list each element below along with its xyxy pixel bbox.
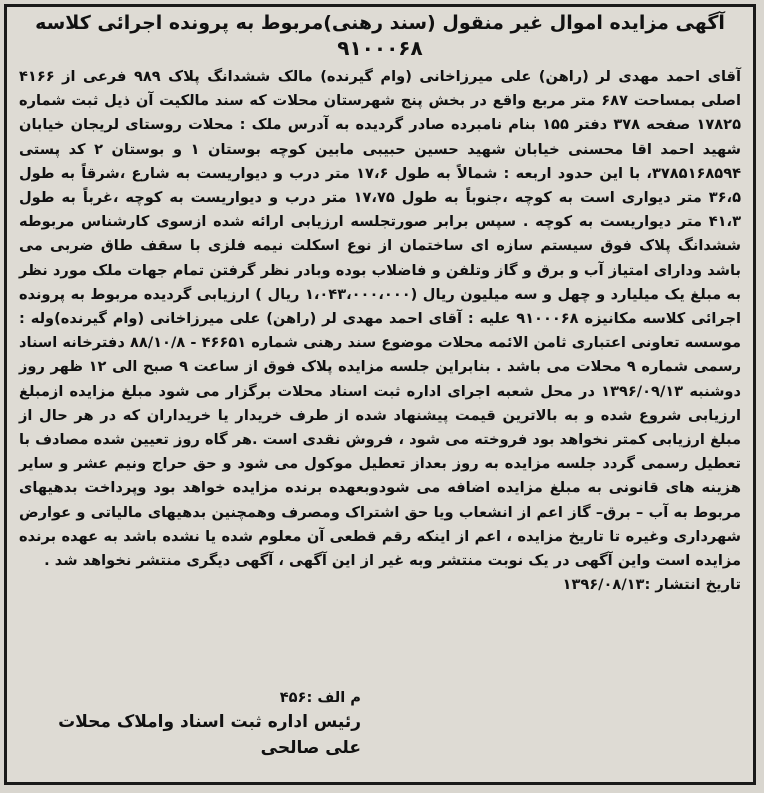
notice-footer: [19, 687, 741, 761]
notice-title: [17, 11, 743, 61]
publication-date: تاریخ انتشار :۱۳۹۶/۰۸/۱۳: [562, 576, 741, 594]
reference-number: م الف :۴۵۶: [279, 689, 361, 706]
case-number: ۹۱۰۰۰۶۸: [337, 36, 423, 60]
notice-title-text: آگهی مزایده اموال غیر منقول (سند رهنی)مربوط به پرونده اجرائی کلاسه: [35, 12, 725, 34]
auction-notice: [4, 4, 756, 785]
notice-body: [19, 65, 741, 597]
signature-title: رئیس اداره ثبت اسناد واملاک محلات: [58, 712, 361, 732]
signature-name: علی صالحی: [260, 738, 361, 758]
notice-paragraph-main: آقای احمد مهدی لر (راهن) علی میرزاخانی (وام گیرنده) مالک ششدانگ پلاک ۹۸۹ فرعی از ۴۱۶۶ اصلی بمساحت ۶۸۷ متر مربع واقع در بخش پنج شهرستان محلات که سند مالکیت آن ذیل ثبت شماره ۱۷۸۲۵ صفحه ۳۷۸ دفتر ۱۵۵ بنام نامبرده صادر گردیده به آدرس ملک : محلات روستای لریجان خیابان شهید احمد اقا محسنی خیابان شهید حسین حبیبی مابین کوچه بوستان ۱ و بوستان ۲ کد پستی ۳۷۸۵۱۶۸۵۹۴، با این حدود اربعه : شمالاً به طول ۱۷،۶ متر درب و دیواریست به شارع ،شرقاً به طول ۳۶،۵ متر دیواری است به کوچه ،جنوباً به طول ۱۷،۷۵ متر درب و دیواریست به کوچه ،غرباً به طول ۴۱،۳ متر دیواریست به کوچه . سپس برابر صورتجلسه ارزیابی ارائه شده ازسوی کارشناس مربوطه ششدانگ پلاک فوق سیستم سازه ای ساختمان از نوع اسکلت نیمه فلزی با سقف طاق ضربی می باشد ودارای امتیاز آب و برق و گاز وتلفن و فاضلاب بوده وبادر نظر گرفتن تمام جهات ملک مورد نظر به مبلغ یک میلیارد و چهل و سه میلیون ریال (۱،۰۴۳،۰۰۰،۰۰۰ ریال ) ارزیابی گردیده مربوط به پرونده اجرائی کلاسه مکانیزه ۹۱۰۰۰۶۸ علیه : آقای احمد مهدی لر (راهن) علی میرزاخانی (وام گیرنده)وله : موسسه تعاونی اعتباری ثامن الائمه محلات موضوع سند رهنی شماره ۴۶۶۵۱ - ۸۸/۱۰/۸ دفترخانه اسناد رسمی شماره ۹ محلات می باشد . بنابراین جلسه مزایده پلاک فوق از ساعت ۹ صبح الی ۱۲ ظهر روز دوشنبه ۱۳۹۶/۰۹/۱۳ در محل شعبه اجرای اداره ثبت اسناد محلات برگزار می شود مبلغ مزایده ازمبلغ ارزیابی شروع شده و به بالاترین قیمت پیشنهاد شده از طرف خریدار یا خریداران که در هر حال از مبلغ ارزیابی کمتر نخواهد بود فروخته می شود ، فروش نقدی است .هر گاه روز تعیین شده مصادف با تعطیل رسمی گردد جلسه مزایده به روز بعداز تعطیل موکول می شود و حق حراج ونیم عشر و سایر هزینه های قانونی به مبلغ مزایده اضافه می شودوبعهده برنده مزایده خواهد بود وپرداخت بدهیهای مربوط به آب – برق– گاز اعم از انشعاب ویا حق اشتراک ومصرف وهمچنین بدهیهای مالیاتی و عوارض شهرداری وغیره تا تاریخ مزایده ، اعم از اینکه رقم قطعی آن معلوم شده یا نشده باشد به عهده برنده مزایده است واین آگهی در یک نوبت منتشر وبه غیر از این آگهی ، آگهی دیگری منتشر نخواهد شد .: [19, 68, 742, 570]
